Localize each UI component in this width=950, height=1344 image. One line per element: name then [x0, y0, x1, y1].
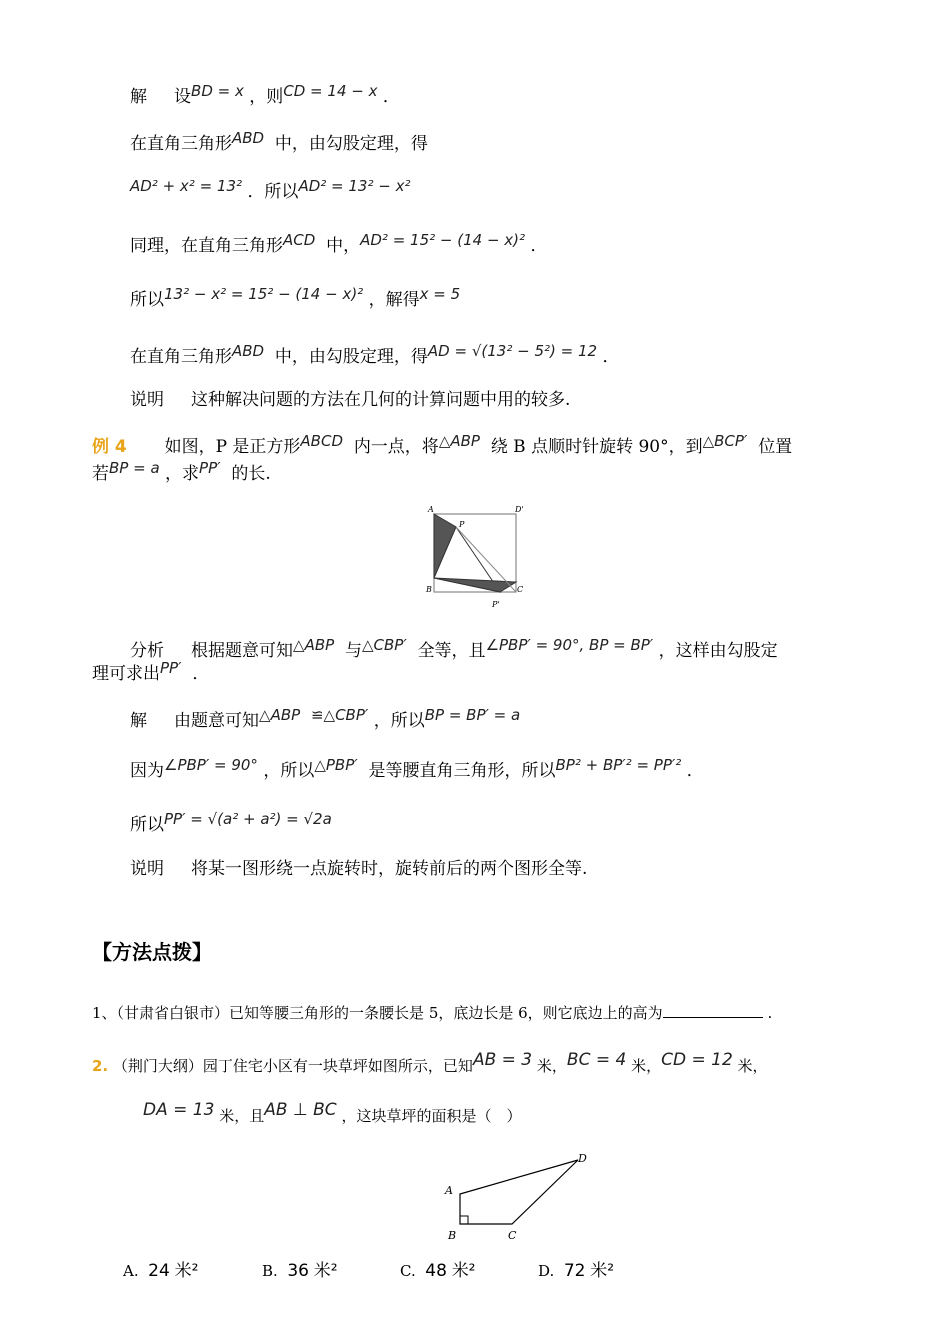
formula: AB ⊥ BC — [264, 1100, 337, 1120]
solution2-line-3 — [130, 810, 332, 836]
formula: PP′ = √(a² + a²) = √2a — [164, 810, 332, 828]
note-label: 说明 — [130, 859, 164, 879]
option-label: C. — [400, 1262, 416, 1280]
note-line-2 — [130, 858, 587, 880]
solution-line-6 — [130, 342, 620, 368]
formula: CD = 14 − x — [283, 82, 378, 100]
right-angle-mark — [460, 1216, 468, 1224]
formula: BD = x — [191, 82, 244, 100]
text: ，所以 — [263, 761, 315, 781]
option-unit: 米² — [174, 1261, 199, 1281]
text: 中，由勾股定理，得 — [274, 134, 428, 154]
label-c: C — [517, 585, 524, 594]
formula: △ABP — [438, 432, 480, 450]
solution-label: 解 — [130, 87, 147, 107]
text: 米，且 — [219, 1107, 265, 1125]
formula: ∠PBP′ = 90° — [164, 756, 258, 774]
option-a[interactable] — [123, 1256, 198, 1281]
text: 这种解决问题的方法在几何的计算问题中用的较多. — [191, 390, 571, 410]
formula: AB = 3 — [472, 1050, 533, 1070]
question-text: （荆门大纲）园丁住宅小区有一块草坪如图所示，已知 — [112, 1057, 473, 1075]
option-value: 48 — [425, 1261, 447, 1281]
text: 是等腰直角三角形，所以 — [368, 761, 556, 781]
label-d: D — [578, 1152, 587, 1165]
formula: BP = BP′ = a — [424, 706, 521, 724]
question-text: 1、（甘肃省白银市）已知等腰三角形的一条腰长是 5，底边长是 6，则它底边上的高为 — [92, 1004, 663, 1022]
square-rotation-figure — [420, 500, 532, 612]
text: 将某一图形绕一点旋转时，旋转前后的两个图形全等. — [191, 859, 588, 879]
text: ，求 — [165, 464, 200, 484]
formula: AD² + x² = 13² — [130, 177, 243, 195]
question-number: 2. — [92, 1057, 109, 1075]
formula: PP′ — [199, 459, 221, 477]
example-4-line-1 — [92, 432, 793, 458]
solution-line-5 — [130, 285, 461, 311]
formula: DA = 13 — [143, 1100, 215, 1120]
text: ． — [192, 664, 210, 684]
option-unit: 米² — [590, 1261, 615, 1281]
solution-line-3 — [130, 177, 411, 203]
option-value: 72 — [563, 1261, 586, 1281]
answer-blank[interactable] — [663, 1003, 763, 1018]
label-d: D' — [515, 505, 524, 514]
lawn-figure — [440, 1148, 600, 1243]
solution-line-2 — [130, 129, 428, 155]
text: 若 — [92, 464, 109, 484]
text: ． — [602, 347, 620, 367]
option-b[interactable] — [262, 1256, 338, 1281]
example-label: 例 4 — [92, 437, 127, 457]
text: ． — [686, 761, 704, 781]
solution2-line-2 — [130, 756, 704, 782]
label-b: B — [448, 1229, 457, 1242]
text: 中，由勾股定理，得 — [274, 347, 428, 367]
text: . — [767, 1004, 773, 1022]
formula: x = 5 — [419, 285, 461, 303]
section-heading: 【方法点拨】 — [92, 940, 212, 964]
label-c: C — [508, 1229, 517, 1242]
text: 与 — [344, 641, 362, 661]
text: 在直角三角形 — [130, 134, 232, 154]
formula: ∠PBP′ = 90°, BP = BP′ — [485, 636, 654, 654]
text: ，所以 — [373, 711, 425, 731]
formula: AD² = 13² − x² — [298, 177, 411, 195]
text: ． — [530, 236, 548, 256]
label-p: P — [459, 520, 465, 529]
option-c[interactable] — [400, 1256, 476, 1281]
text: ． — [382, 87, 400, 107]
solution-label: 解 — [130, 711, 147, 731]
text: 因为 — [130, 761, 164, 781]
text: 的长. — [231, 464, 271, 484]
quadrilateral-abcd — [460, 1160, 578, 1224]
text: 由题意可知 — [174, 711, 260, 731]
label-b: B — [426, 585, 432, 594]
label-a: A — [428, 505, 434, 514]
formula: BC = 4 — [566, 1050, 627, 1070]
text: ，解得 — [368, 290, 420, 310]
text: 如图，P 是正方形 — [164, 437, 301, 457]
text: 位置 — [758, 437, 793, 457]
formula: 13² − x² = 15² − (14 − x)² — [164, 285, 364, 303]
option-unit: 米² — [451, 1261, 476, 1281]
formula: △ABP — [293, 636, 335, 654]
analysis-line-2 — [92, 659, 210, 685]
question-2-line-2 — [143, 1100, 522, 1127]
formula: △CBP′ — [361, 636, 407, 654]
formula: ≌△CBP′ — [310, 706, 369, 724]
text: 米， — [536, 1057, 567, 1075]
formula: ACD — [283, 231, 316, 249]
text: 所以 — [130, 290, 164, 310]
formula: △ABP — [259, 706, 301, 724]
solution-line-4 — [130, 231, 548, 257]
text: 所以 — [130, 815, 164, 835]
formula: △BCP′ — [702, 432, 748, 450]
text: ，则 — [249, 87, 284, 107]
label-a: A — [445, 1184, 453, 1197]
text: 理可求出 — [92, 664, 160, 684]
option-label: D. — [538, 1262, 555, 1280]
label-p-prime: P' — [492, 600, 500, 609]
note-line-1 — [130, 389, 570, 411]
formula: △PBP′ — [314, 756, 358, 774]
option-unit: 米² — [313, 1261, 338, 1281]
question-2-line-1 — [92, 1050, 768, 1077]
formula: ABD — [232, 129, 265, 147]
solution-line-1 — [130, 82, 400, 108]
text: ，这样由勾股定 — [658, 641, 778, 661]
formula: AD = √(13² − 5²) = 12 — [427, 342, 598, 360]
text: 米， — [737, 1057, 768, 1075]
triangle-bcp — [434, 578, 516, 592]
formula: CD = 12 — [661, 1050, 733, 1070]
formula: BP = a — [109, 459, 160, 477]
formula: ABD — [232, 342, 265, 360]
option-d[interactable] — [538, 1256, 614, 1281]
text: 米， — [631, 1057, 662, 1075]
text: 在直角三角形 — [130, 347, 232, 367]
formula: AD² = 15² − (14 − x)² — [360, 231, 526, 249]
formula: BP² + BP′² = PP′² — [555, 756, 682, 774]
text: ．所以 — [247, 182, 299, 202]
option-label: A. — [123, 1262, 139, 1280]
option-value: 24 — [148, 1261, 170, 1281]
formula: PP′ — [160, 659, 182, 677]
text: 中， — [326, 236, 361, 256]
example-4-line-2 — [92, 459, 271, 485]
analysis-label: 分析 — [130, 641, 164, 661]
text: 内一点，将 — [353, 437, 439, 457]
option-value: 36 — [287, 1261, 309, 1281]
analysis-line-1 — [130, 636, 778, 662]
text: ，这块草坪的面积是（ ） — [341, 1107, 522, 1125]
solution2-line-1 — [130, 706, 521, 732]
text: 同理，在直角三角形 — [130, 236, 283, 256]
text: 全等，且 — [417, 641, 486, 661]
text: 根据题意可知 — [191, 641, 294, 661]
option-label: B. — [262, 1262, 278, 1280]
text: 绕 B 点顺时针旋转 90°，到 — [490, 437, 703, 457]
note-label: 说明 — [130, 390, 164, 410]
question-1 — [92, 1002, 772, 1024]
formula: ABCD — [300, 432, 343, 450]
text: 设 — [174, 87, 192, 107]
